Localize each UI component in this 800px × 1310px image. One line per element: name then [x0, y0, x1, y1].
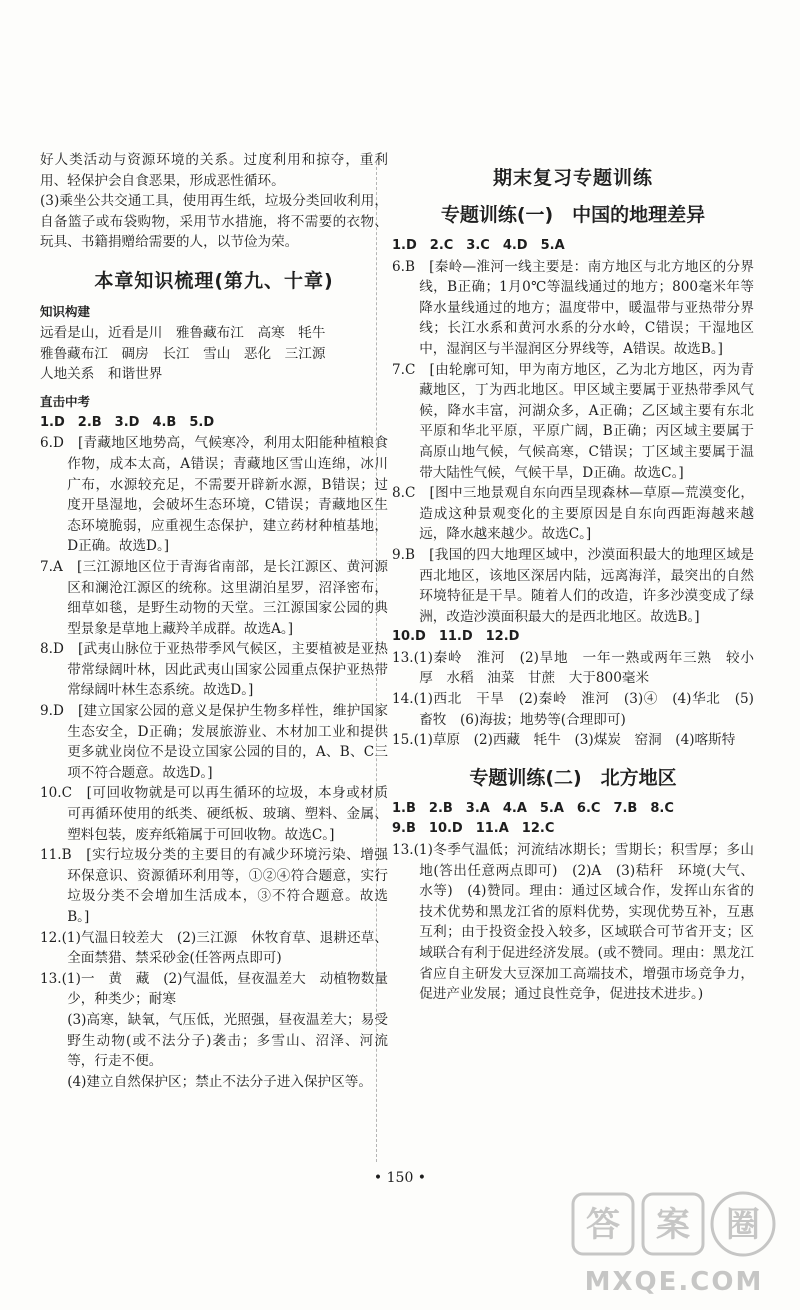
answer-line: 9.B 10.D 11.A 12.C — [392, 821, 555, 837]
answer-item: 13.(1)秦岭 淮河 (2)旱地 一年一熟或两年三熟 较小 厚 水稻 油菜 甘蔗 大于800毫米 — [392, 649, 768, 687]
answer-item: 15.(1)草原 (2)西藏 牦牛 (3)煤炭 窑洞 (4)喀斯特 — [392, 732, 736, 749]
svg-text:圈: 圈 — [726, 1205, 760, 1245]
answer-item: 11.B [实行垃圾分类的主要目的有减少环境污染、增强环保意识、资源循环利用等，①②④符合题意，实行垃圾分类不会增加生活成本，③不符合题意。故选B。] — [40, 847, 388, 925]
answer-item: 6.B [秦岭—淮河一线主要是：南方地区与北方地区的分界线，B正确；1月0℃等温线通过的地方；800毫米年等降水量线通过的地方；温度带中，暖温带与亚热带分界线；长江水系和黄河水系的分水岭，C错误；干湿地区中，湿润区与半湿润区分界线等，A错误。故选B。] — [392, 258, 754, 357]
svg-text:案: 案 — [656, 1205, 690, 1245]
knowledge-line: 雅鲁藏布江 碉房 长江 雪山 恶化 三江源 — [40, 345, 326, 362]
svg-text:答: 答 — [586, 1205, 620, 1245]
right-column — [392, 150, 768, 1005]
review-main-title: 期末复习专题训练 — [492, 167, 653, 189]
intro-paragraph-2: (3)乘坐公共交通工具，使用再生纸，垃圾分类回收利用，自备篮子或布袋购物，采用节水措施，将不需要的衣物、玩具、书籍捐赠给需要的人，以节俭为荣。 — [40, 193, 388, 251]
answer-item: 7.C [由轮廓可知，甲为南方地区，乙为北方地区，丙为青藏地区，丁为西北地区。甲区域主要属于亚热带季风气候，降水丰富，河湖众多，A正确；乙区域主要有东北平原和华北平原，平原广阔，B正确；丙区域主要属于高原山地气候，气候高寒，C错误；丁区域主要属于温带大陆性气候，气候干旱，D正确。故选C。] — [392, 361, 754, 481]
answer-item: 6.D [青藏地区地势高，气候寒冷，利用太阳能种植粮食作物，成本太高，A错误；青藏地区雪山连绵，冰川广布，水源较充足，不需要开辟新水源，B错误；过度开垦湿地，会破坏生态环境，C错误；青藏地区生态环境脆弱，应重视生态保护，建立药材种植基地，D正确。故选D。] — [40, 435, 388, 555]
left-column — [40, 150, 388, 1092]
answer-line: 1.D 2.C 3.C 4.D 5.A — [392, 238, 565, 253]
answer-item: 8.D [武夷山脉位于亚热带季风气候区，主要植被是亚热带常绿阔叶林，因此武夷山国家公园重点保护亚热带常绿阔叶林生态系统。故选D。] — [40, 641, 388, 699]
chapter-summary-title: 本章知识梳理(第九、十章) — [94, 269, 334, 292]
answer-item: 9.B [我国的四大地理区域中，沙漠面积最大的地理区域是西北地区，该地区深居内陆，远离海洋，最突出的自然环境特征是干旱。随着人们的改造，许多沙漠变成了绿洲，改造沙漠面积最大的是西北地区。故选B。] — [392, 546, 754, 625]
answer-line: 1.D 2.B 3.D 4.B 5.D — [40, 414, 215, 430]
answer-item: 7.A [三江源地区位于青海省南部，是长江源区、黄河源区和澜沧江源区的统称。这里湖泊星罗，沼泽密布，细草如毯，是野生动物的天堂。三江源国家公园的典型景象是草地上藏羚羊成群。故选A。] — [40, 558, 388, 637]
section-2-title: 专题训练(二) 北方地区 — [469, 766, 677, 789]
answer-item: 9.D [建立国家公园的意义是保护生物多样性，维护国家生态安全，D正确；发展旅游业、木材加工业和提供更多就业岗位不是设立国家公园的目的，A、B、C三项不符合题意。故选D。] — [40, 703, 388, 781]
knowledge-line: 远看是山，近看是川 雅鲁藏布江 高寒 牦牛 — [40, 324, 326, 341]
answer-item: 12.(1)气温日较差大 (2)三江源 休牧育草、退耕还草、全面禁猎、禁采砂金(任答两点即可) — [40, 929, 388, 967]
answer-item: 8.C [图中三地景观自东向西呈现森林—草原—荒漠变化，造成这种景观变化的主要原因是自东向西距海越来越远，降水越来越少。故选C。] — [392, 485, 754, 543]
page-number: • 150 • — [373, 1170, 427, 1186]
section-1-title: 专题训练(一) 中国的地理差异 — [440, 204, 706, 226]
answer-line: 10.D 11.D 12.D — [392, 629, 520, 645]
knowledge-line: 人地关系 和谐世界 — [40, 366, 163, 383]
svg-text:MXQE.COM: MXQE.COM — [584, 1267, 764, 1297]
answer-line: 1.B 2.B 3.A 4.A 5.A 6.C 7.B 8.C — [392, 800, 674, 816]
answer-item: 14.(1)西北 干旱 (2)秦岭 淮河 (3)④ (4)华北 (5)畜牧 (6)海拔；地势等(合理即可) — [392, 691, 754, 728]
answer-item: 13.(1)一 黄 藏 (2)气温低，昼夜温差大 动植物数量少，种类少；耐寒 (3)高寒，缺氧，气压低，光照强，昼夜温差大；易受野生动物(或不法分子)袭击；多雪山、沼泽、河流等，行走不便。 (4)建立自然保护区；禁止不法分子进入保护区等。 — [40, 970, 388, 1090]
answer-item: 10.C [可回收物就是可以再生循环的垃圾，本身或材质可再循环使用的纸类、硬纸板、玻璃、塑料、金属、塑料包装，废弃纸箱属于可回收物。故选C。] — [40, 785, 388, 843]
watermark-logo — [567, 1190, 782, 1302]
knowledge-heading: 知识构建 — [40, 303, 91, 319]
answer-item: 13.(1)冬季气温低；河流结冰期长；雪期长；积雪厚；多山地(答出任意两点即可) (2)A (3)秸秆 环境(大气、水等) (4)赞同。理由：通过区域合作，发挥山东省的技术优势和黑龙江省的原料优势，实现优势互补，互惠互利；由于投资金投入较多，区域联合可节省开支；区域联合有利于促进经济发展。(或不赞同。理由：黑龙江省应自主研发大豆深加工高端技术，增强市场竞争力，促进产业发展；通过良性竞争，促进技术进步。) — [392, 842, 754, 1003]
exam-heading: 直击中考 — [40, 393, 91, 409]
intro-paragraph-1: 好人类活动与资源环境的关系。过度利用和掠夺，重利用、轻保护会自食恶果，形成恶性循环。 — [40, 152, 388, 189]
